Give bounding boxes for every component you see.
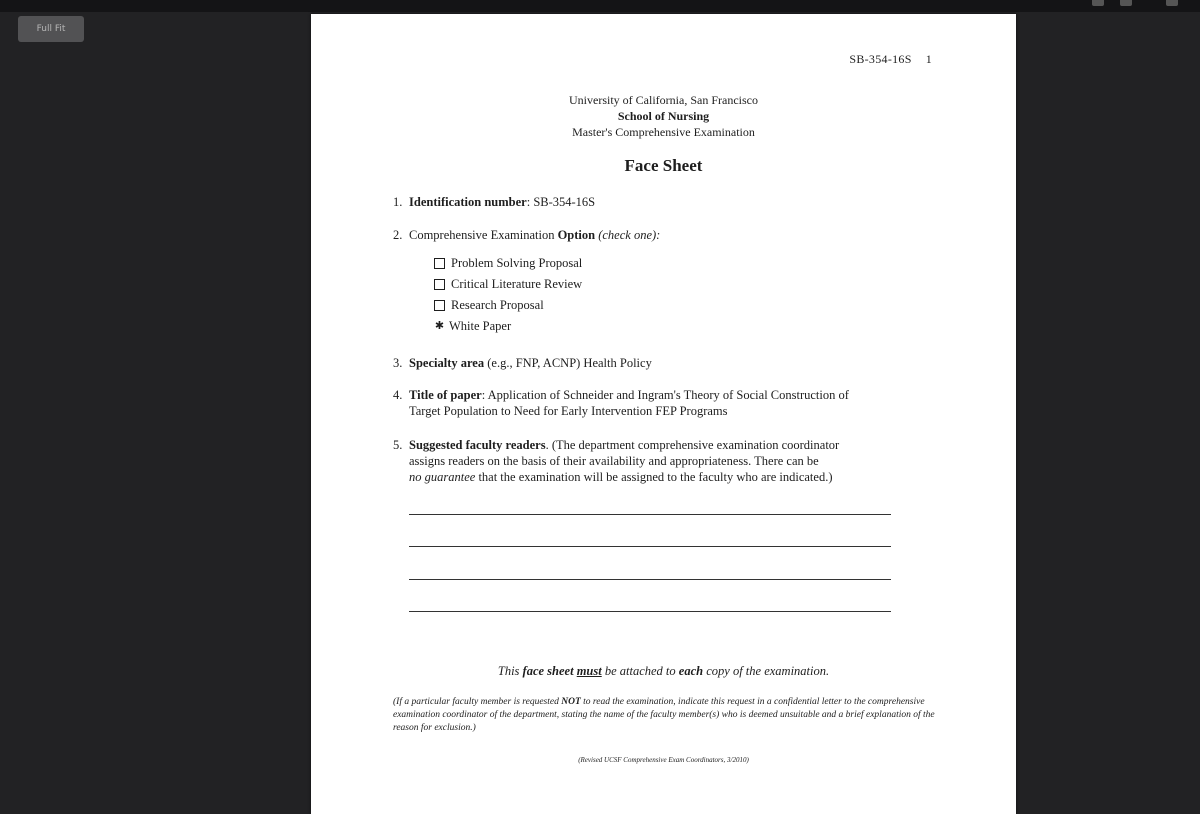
institution-block [311,92,1016,140]
option-label: Problem Solving Proposal [451,256,583,270]
item-value: (e.g., FNP, ACNP) Health Policy [484,356,652,370]
option-list [434,253,582,337]
item-option [393,227,933,243]
note-emphasis: face sheet [522,664,574,678]
checkbox-icon[interactable] [434,279,445,290]
item-text: . (The department comprehensive examination coordinator [545,438,840,452]
item-number: 1. [393,195,403,209]
item-identification [393,194,933,210]
option-label: White Paper [449,319,512,333]
page-number: 1 [925,52,932,66]
window-control-icon[interactable] [1092,0,1104,6]
option-research-proposal[interactable] [434,295,582,316]
document-page [311,14,1016,814]
item-label: Specialty area [409,356,485,370]
item-number: 3. [393,356,403,370]
reader-line-1[interactable] [409,514,891,515]
note-emphasis: each [678,664,704,678]
item-label: Suggested faculty readers [409,438,546,452]
footnote-text: to read the examination, indicate this request in a confidential letter to the comprehensive examination coordinator of the department, stating the name of the faculty member(s) who is deemed unsuitable and a brief explanation of the reason for exclusion.) [393,697,935,733]
reader-line-4[interactable] [409,611,891,612]
attachment-note [311,664,1016,679]
footnote [393,696,941,735]
zoom-button[interactable]: Full Fit [18,16,84,42]
item-value-continued: Target Population to Need for Early Intervention FEP Programs [409,404,728,418]
exam-name: Master's Comprehensive Examination [572,125,755,139]
header-id: SB-354-16S [849,52,912,66]
school-name: School of Nursing [617,109,710,123]
checked-star-icon[interactable]: ✱ [434,320,445,332]
item-faculty-readers [393,437,933,485]
item-number: 4. [393,388,403,402]
item-text: assigns readers on the basis of their availability and appropriateness. There can be [409,454,819,468]
item-value: : Application of Schneider and Ingram's Theory of Social Construction of [481,388,849,402]
item-hint: (check one): [595,228,661,242]
item-number: 5. [393,438,403,452]
item-number: 2. [393,228,403,242]
reader-line-3[interactable] [409,579,891,580]
item-title [393,387,933,419]
item-text: Comprehensive Examination [409,228,558,242]
option-white-paper[interactable] [434,316,582,337]
window-control-icon[interactable] [1120,0,1132,6]
revision-note: (Revised UCSF Comprehensive Exam Coordinators, 3/2010) [578,756,749,764]
option-critical-literature[interactable] [434,274,582,295]
reader-line-2[interactable] [409,546,891,547]
item-label: Title of paper [409,388,482,402]
item-label: Identification number [409,195,527,209]
page-title: Face Sheet [624,156,703,175]
note-text: This [497,664,523,678]
note-emphasis: must [576,664,602,678]
page-header [849,52,932,67]
item-text: that the examination will be assigned to the faculty who are indicated.) [475,470,833,484]
window-control-icon[interactable] [1166,0,1178,6]
item-value: : SB-354-16S [526,195,596,209]
item-label: Option [557,228,596,242]
checkbox-icon[interactable] [434,258,445,269]
option-problem-solving[interactable] [434,253,582,274]
option-label: Research Proposal [451,298,544,312]
checkbox-icon[interactable] [434,300,445,311]
item-emphasis: no guarantee [409,470,476,484]
option-label: Critical Literature Review [451,277,583,291]
university-name: University of California, San Francisco [569,93,758,107]
note-text: be attached to [601,664,679,678]
item-specialty [393,355,933,371]
footnote-text: (If a particular faculty member is requested [393,697,562,707]
viewer-topbar [0,0,1200,12]
footnote-emphasis: NOT [561,697,581,707]
note-text: copy of the examination. [703,664,830,678]
